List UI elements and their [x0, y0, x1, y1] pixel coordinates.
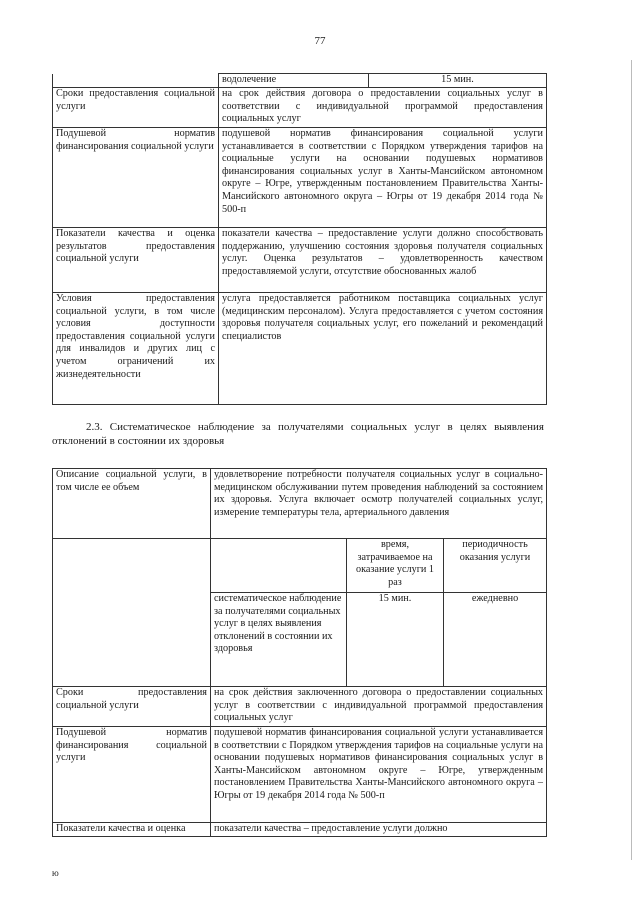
row-value: на срок действия договора о предоставлении социальных услуг в соответствии с индивидуальной программой предоставления социальных услуг [219, 88, 547, 128]
page-number: 77 [314, 35, 326, 47]
row-label: Показатели качества и оценка [53, 823, 211, 837]
footer-mark: ю [52, 868, 59, 878]
scan-margin-line [631, 60, 632, 860]
time-cell: 15 мин. [347, 593, 444, 687]
service-name-cell: систематическое наблюдение за получателями социальных услуг в целях выявления отклонений в состоянии их здоровья [211, 593, 347, 687]
frequency-header: периодичность оказания услуги [444, 539, 547, 593]
row-label: Описание социальной услуги, в том числе ее объем [53, 469, 211, 539]
service-table-continued [52, 73, 547, 405]
row-label: Подушевой норматив финансирования социальной услуги [53, 128, 219, 228]
table-row [53, 88, 547, 128]
row-value: на срок действия заключенного договора о предоставлении социальных услуг в соответствии с индивидуальной программой предоставления социальных услуг [211, 687, 547, 727]
frequency-cell: ежедневно [444, 593, 547, 687]
row-value: показатели качества – предоставление услуги должно [211, 823, 547, 837]
row-value: услуга предоставляется работником поставщика социальных услуг (медицинским персоналом). Услуга предоставляется с учетом состояния здоровья получателя социальных услуг, его пожеланий и рекомендаций специалистов [219, 293, 547, 405]
row-label: Подушевой норматив финансирования социальной услуги [53, 727, 211, 823]
row-value: подушевой норматив финансирования социальной услуги устанавливается в соответствии с Порядком утверждения тарифов на социальные услуги на основании подушевых нормативов финансирования социальных услуг в Ханты-Мансийском автономном округе – Югре, утвержденным постановлением Правительства Ханты-Мансийского автономного округа – Югры от 19 декабря 2014 года № 500-п [219, 128, 547, 228]
empty-cell [53, 74, 219, 88]
procedure-cell: водолечение [219, 74, 369, 88]
table-row [53, 469, 547, 539]
service-table [52, 468, 547, 837]
table-header-row [53, 539, 547, 593]
empty-header-cell [211, 539, 347, 593]
row-label: Условия предоставления социальной услуги, в том числе условия доступности предоставления социальной услуги для инвалидов и других лиц с учетом ограничений их жизнедеятельности [53, 293, 219, 405]
table-row [53, 823, 547, 837]
section-title: 2.3. Систематическое наблюдение за получателями социальных услуг в целях выявления отклонений в состоянии их здоровья [52, 421, 544, 447]
table-row [53, 228, 547, 293]
duration-cell: 15 мин. [369, 74, 547, 88]
table-row [53, 727, 547, 823]
table-row [53, 74, 547, 88]
row-label: Показатели качества и оценка результатов предоставления социальной услуги [53, 228, 219, 293]
row-label: Сроки предоставления социальной услуги [53, 88, 219, 128]
row-value: удовлетворение потребности получателя социальных услуг в социально-медицинском обслуживании путем проведения наблюдений за состоянием их здоровья. Услуга включает осмотр получателей социальных услуг, измерение температуры тела, артериального давления [211, 469, 547, 539]
table-row [53, 687, 547, 727]
time-header: время, затрачиваемое на оказание услуги 1 раз [347, 539, 444, 593]
table-row [53, 128, 547, 228]
row-value: подушевой норматив финансирования социальной услуги устанавливается в соответствии с Порядком утверждения тарифов на социальные услуги на основании подушевых нормативов финансирования социальных услуг в Ханты-Мансийском автономном округе – Югре, утвержденным постановлением Правительства Ханты-Мансийского автономного округа – Югры от 19 декабря 2014 года № 500-п [211, 727, 547, 823]
table-row [53, 293, 547, 405]
empty-cell [53, 539, 211, 687]
row-label: Сроки предоставления социальной услуги [53, 687, 211, 727]
row-value: показатели качества – предоставление услуги должно способствовать поддержанию, улучшению состояния здоровья получателя социальных услуг. Оценка результатов – удовлетворенность качеством предоставляемой услуги, отсутствие обоснованных жалоб [219, 228, 547, 293]
